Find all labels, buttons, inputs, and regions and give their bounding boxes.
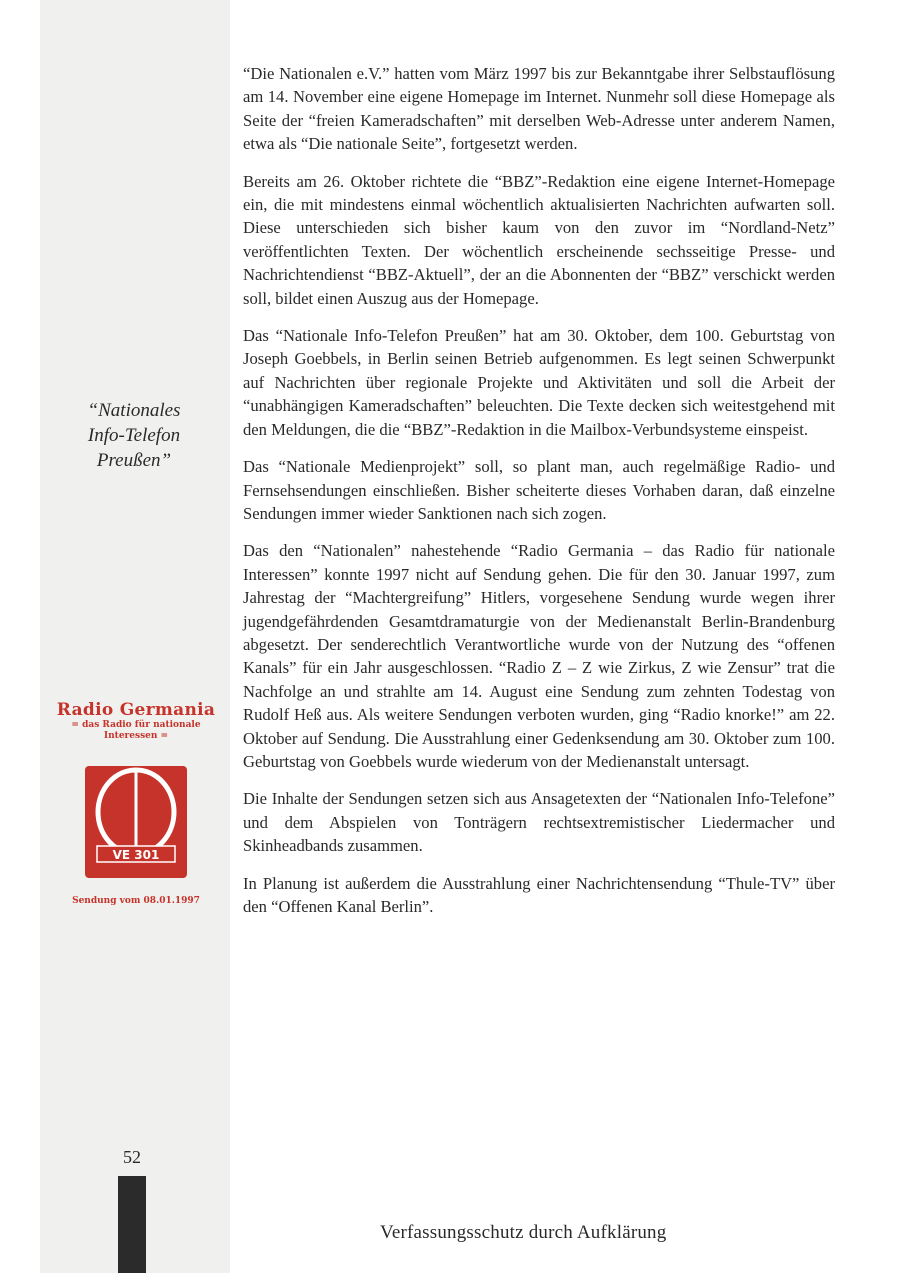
radio-subtitle: = das Radio für nationale (71, 720, 201, 730)
radio-logo-label: VE 301 (112, 848, 160, 862)
main-text (243, 62, 835, 932)
page-marker-bar (118, 1176, 146, 1273)
radio-receiver-icon (83, 764, 189, 880)
radio-title: Radio Germania (56, 700, 216, 720)
paragraph: “Die Nationalen e.V.” hatten vom März 1997 bis zur Bekanntgabe ihrer Selbstauflösung am 14. November eine eigene Homepage im Internet. Nunmehr soll diese Homepage als Seite der “freien Kameradschaften” mit derselben Web-Adresse unter anderem Namen, etwa als “Die nationale Seite”, fortgesetzt werden. (243, 64, 835, 154)
page-footer: Verfassungsschutz durch Aufklärung (380, 1222, 667, 1243)
paragraph: Das “Nationale Info-Telefon Preußen” hat am 30. Oktober, dem 100. Geburtstag von Joseph Goebbels, in Berlin seinen Betrieb aufgenommen. Es legt seinen Schwerpunkt auf Nachrichten über regionale Projekte und Aktivitäten und soll die Arbeit der “unabhängigen Kameradschaften” beleuchten. Die Texte decken sich weitestgehend mit den Meldungen, die die “BBZ”-Redaktion in die Mailbox-Verbundsysteme einspeist. (243, 326, 835, 439)
margin-quote-line: “Nationales (87, 400, 181, 421)
margin-quote (48, 398, 220, 473)
page-number: 52 (123, 1147, 141, 1167)
paragraph: Bereits am 26. Oktober richtete die “BBZ”-Redaktion eine eigene Internet-Homepage ein, die mit mindestens einmal wöchentlich aktualisierten Nachrichten aufwarten soll. Diese unterschieden sich bisher kaum von den zuvor im “Nordland-Netz” veröffentlichten Texten. Der wöchentlich erscheinende sechsseitige Presse- und Nachrichtendienst “BBZ-Aktuell”, der an die Abonnenten der “BBZ” verschickt werden soll, bildet einen Auszug aus der Homepage. (243, 171, 835, 308)
radio-germania-flyer (55, 700, 217, 906)
paragraph: Das den “Nationalen” nahestehende “Radio Germania – das Radio für nationale Interessen” konnte 1997 nicht auf Sendung gehen. Die für den 30. Januar 1997, zum Jahrestag der “Machtergreifung” Hitlers, vorgesehene Sendung wurde wegen ihrer jugendgefährdenden Gesamtdramaturgie von der Medienanstalt Berlin-Brandenburg abgesetzt. Der senderechtlich Verantwortliche wurde von der Nutzung des “offenen Kanals” für ein Jahr ausgeschlossen. “Radio Z – Z wie Zirkus, Z wie Zensur” trat die Nachfolge an und strahlte am 14. August eine Sendung zum zehnten Todestag von Rudolf Heß aus. Als weitere Sendungen verboten wurden, ging “Radio knorke!” am 22. Oktober auf Sendung. Die Ausstrahlung einer Gedenksendung am 30. Oktober zum 100. Geburtstag von Goebbels wurde wiederum von der Medienanstalt untersagt. (243, 541, 835, 771)
sidebar-margin (40, 0, 230, 1273)
paragraph: In Planung ist außerdem die Ausstrahlung einer Nachrichtensendung “Thule-TV” über den “Offenen Kanal Berlin”. (243, 873, 835, 916)
margin-quote-line: Info-Telefon (87, 425, 181, 446)
margin-quote-line: Preußen” (96, 450, 172, 471)
radio-broadcast-date: Sendung vom 08.01.1997 (72, 896, 200, 906)
paragraph: Das “Nationale Medienprojekt” soll, so plant man, auch regelmäßige Radio- und Fernsehsendungen einschließen. Bisher scheiterte dieses Vorhaben daran, daß einzelne Sendungen immer wieder Sanktionen nach sich zogen. (243, 457, 835, 523)
radio-subtitle: Interessen = (103, 731, 169, 741)
paragraph: Die Inhalte der Sendungen setzen sich aus Ansagetexten der “Nationalen Info-Telefone” und dem Abspielen von Tonträgern rechtsextremistischer Liedermacher und Skinheadbands zusammen. (243, 789, 835, 856)
